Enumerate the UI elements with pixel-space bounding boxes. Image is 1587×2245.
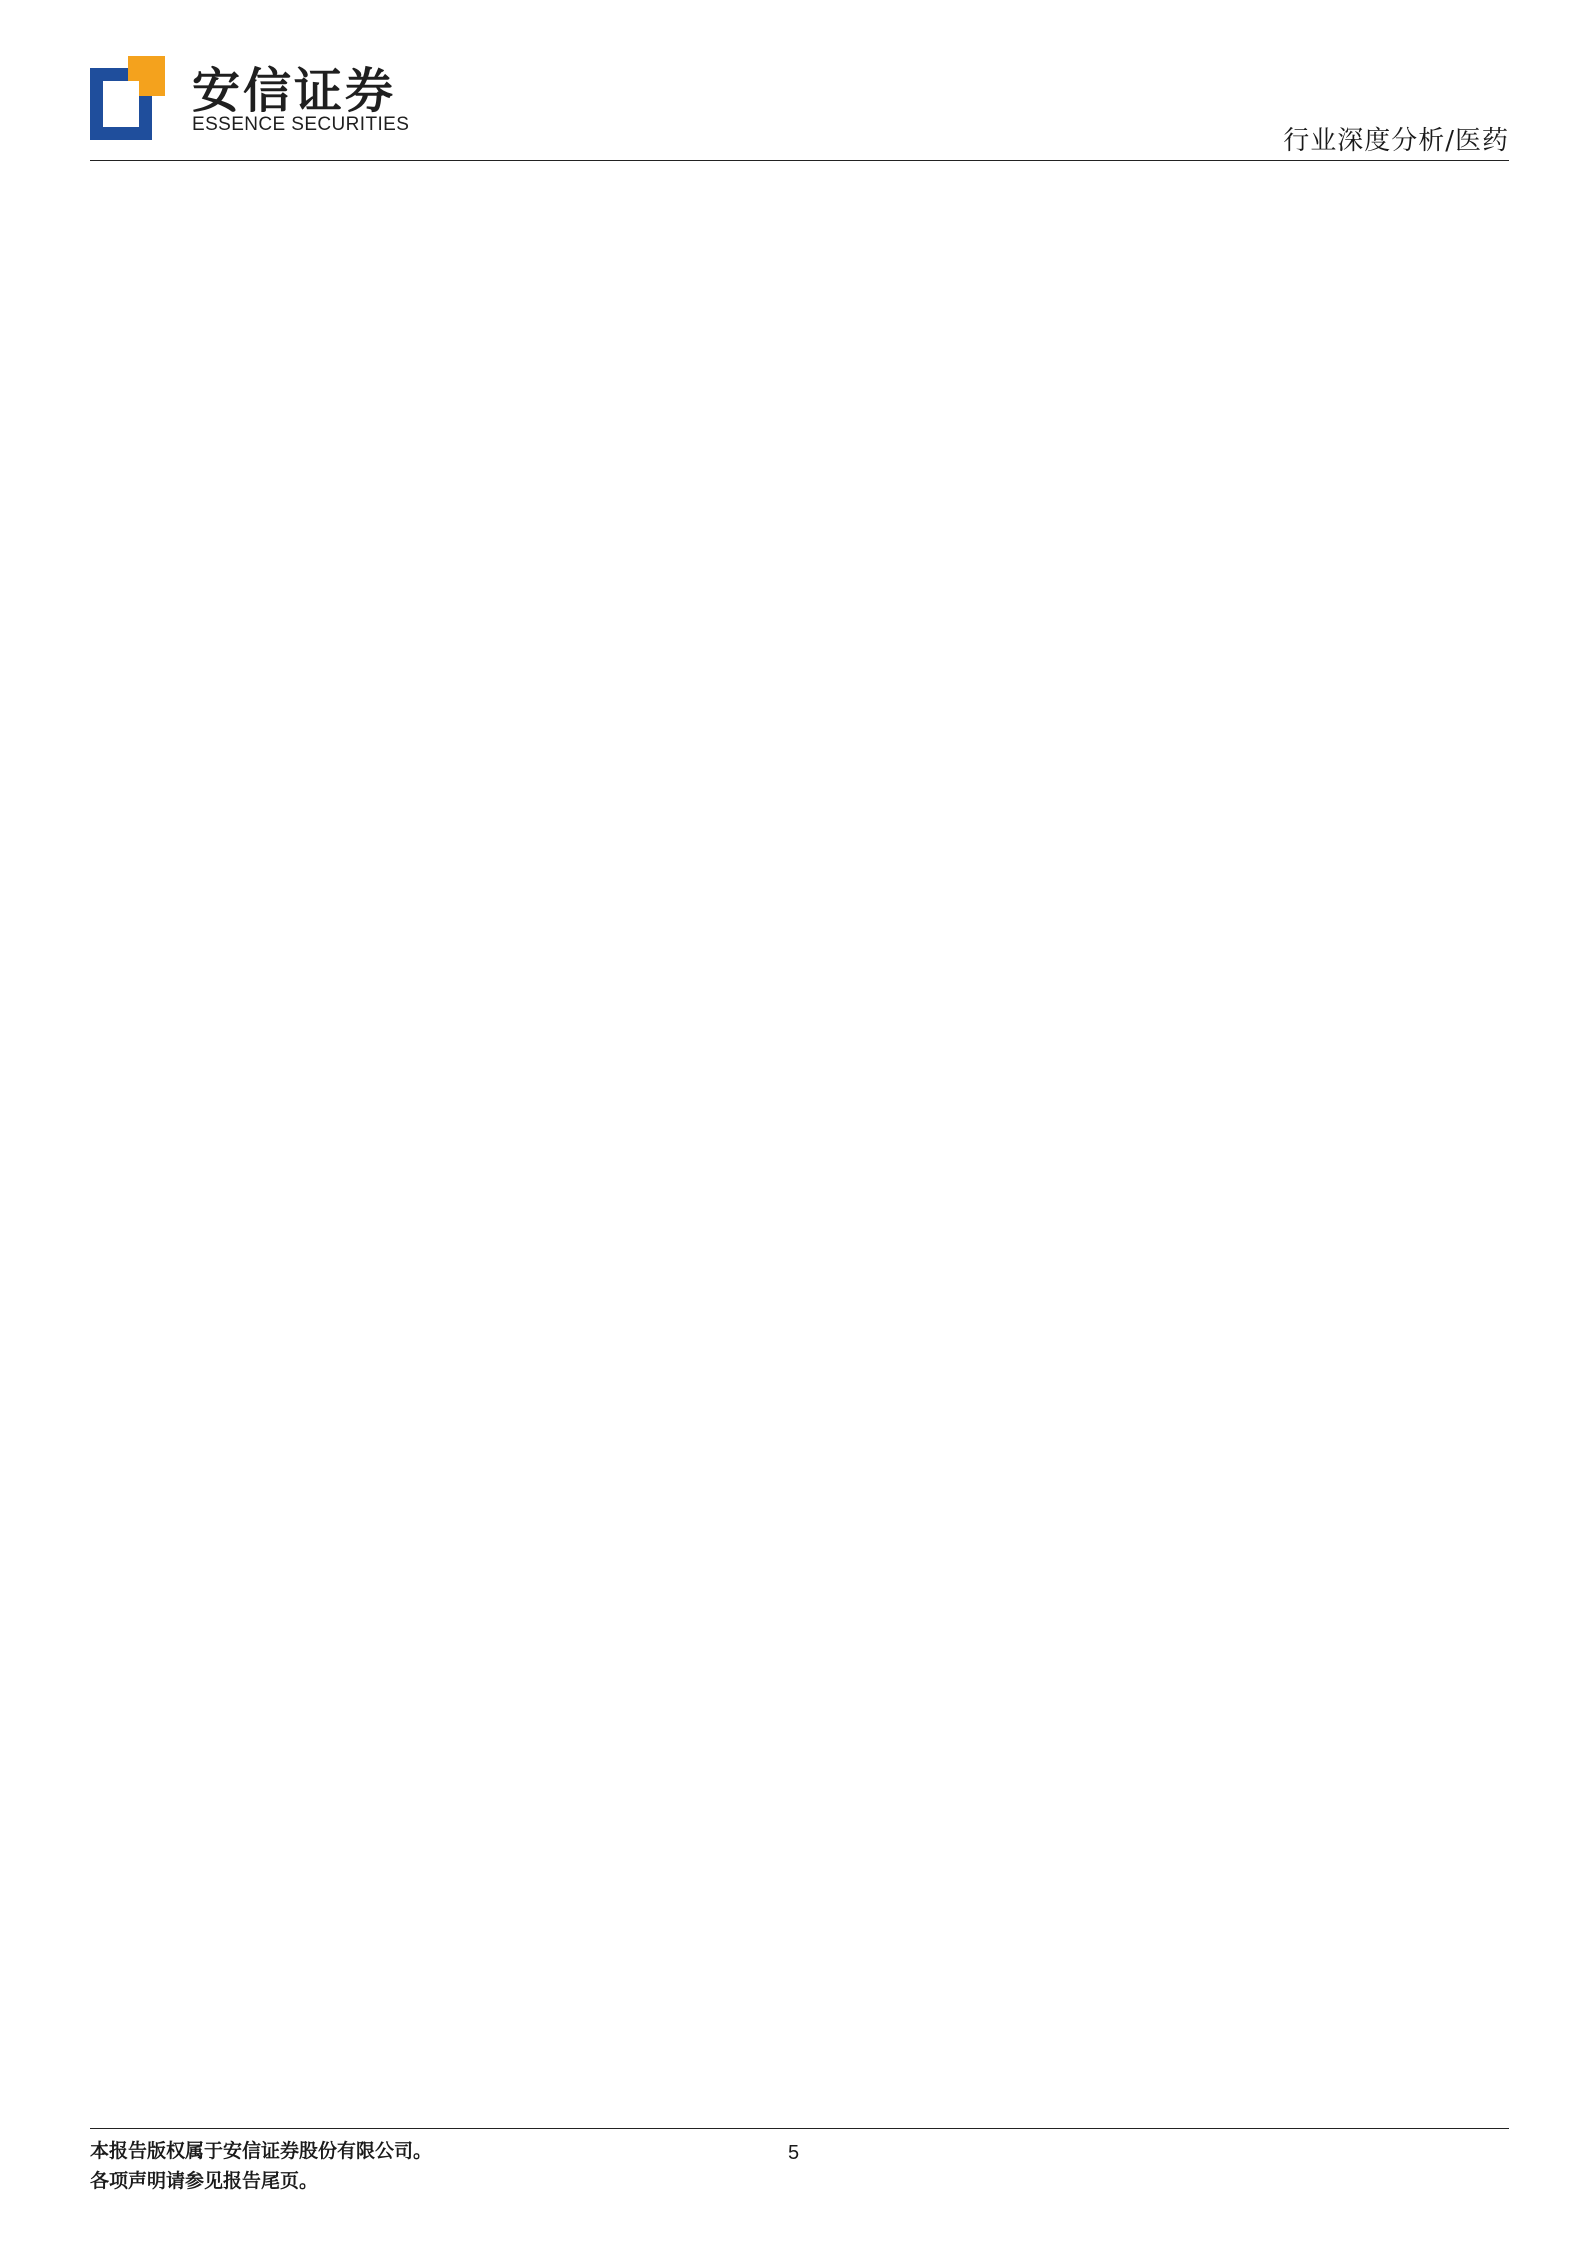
footer-divider [90, 2128, 1509, 2129]
page-number: 5 [788, 2142, 800, 2164]
header-divider [90, 160, 1509, 161]
copyright-text: 本报告版权属于安信证券股份有限公司。 [90, 2140, 433, 2162]
disclaimer-text: 各项声明请参见报告尾页。 [90, 2170, 319, 2192]
report-section-tag: 行业深度分析/医药 [1283, 126, 1509, 156]
essence-logo-icon [90, 56, 165, 140]
company-logo [90, 56, 450, 140]
footer-notice [90, 2136, 432, 2196]
logo-chinese-name: 安信证券 [192, 63, 397, 119]
logo-english-name: ESSENCE SECURITIES [192, 114, 410, 135]
